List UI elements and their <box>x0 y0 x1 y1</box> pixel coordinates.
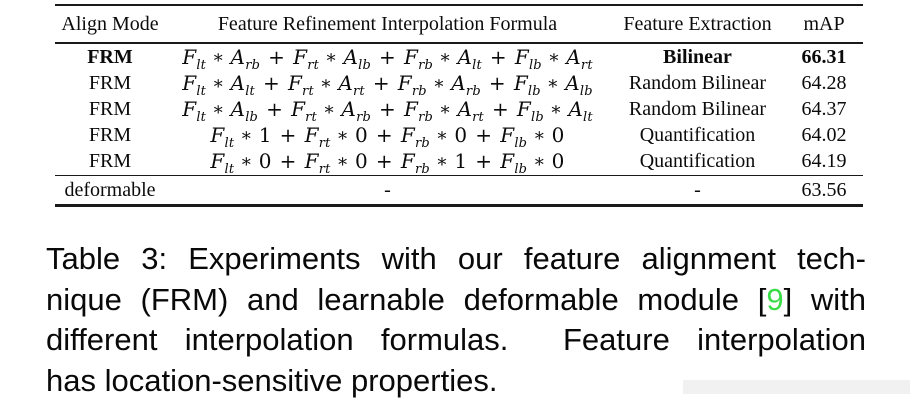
plus-operator: + <box>375 123 393 148</box>
interpolation-formula <box>182 70 593 99</box>
constant: 1 <box>258 123 272 148</box>
math-variable: $F_{lb}$ <box>513 70 541 99</box>
math-variable: $A_{lb}$ <box>230 96 259 125</box>
align-mode-cell: FRM <box>87 45 133 68</box>
plus-operator: + <box>379 96 396 121</box>
math-variable: $F_{rt}$ <box>291 96 317 125</box>
times-operator: ∗ <box>549 98 563 120</box>
math-variable: $F_{rb}$ <box>403 96 433 125</box>
align-mode-cell: FRM <box>88 97 132 120</box>
times-operator: ∗ <box>439 98 452 120</box>
align-mode-cell: deformable <box>64 178 156 201</box>
math-variable: $A_{rt}$ <box>566 44 593 73</box>
times-operator: ∗ <box>546 72 560 94</box>
math-variable: $A_{lb}$ <box>565 70 593 99</box>
formula-cell <box>165 149 610 178</box>
map-cell: 64.37 <box>801 97 847 120</box>
math-variable: $F_{lt}$ <box>182 44 207 73</box>
table-row <box>55 70 863 99</box>
results-table <box>55 4 863 207</box>
table-row <box>55 44 863 73</box>
times-operator: ∗ <box>212 72 225 94</box>
constant: 0 <box>551 149 565 174</box>
times-operator: ∗ <box>435 125 449 147</box>
constant: 0 <box>354 149 368 174</box>
table-bottom-rule <box>55 204 863 207</box>
math-variable: $F_{lb}$ <box>516 96 544 125</box>
table-caption <box>46 239 866 401</box>
math-variable: $F_{lt}$ <box>210 149 235 178</box>
table-row <box>55 96 863 125</box>
align-mode-cell: FRM <box>88 150 132 173</box>
times-operator: ∗ <box>336 125 349 147</box>
math-variable: $A_{rb}$ <box>341 96 372 125</box>
math-variable: $A_{lt}$ <box>230 70 255 99</box>
math-variable: $F_{lb}$ <box>500 149 528 178</box>
header-formula: Feature Refinement Interpolation Formula <box>217 12 558 35</box>
constant: 1 <box>454 149 468 174</box>
formula-cell <box>165 123 610 152</box>
math-variable: $F_{lb}$ <box>500 123 528 152</box>
math-variable: $F_{lt}$ <box>182 96 207 125</box>
plus-operator: + <box>372 70 390 95</box>
constant: 0 <box>454 123 468 148</box>
constant: 0 <box>354 123 368 148</box>
plus-operator: + <box>475 123 493 148</box>
times-operator: ∗ <box>432 72 446 94</box>
times-operator: ∗ <box>212 98 225 120</box>
times-operator: ∗ <box>325 46 338 68</box>
times-operator: ∗ <box>240 125 253 147</box>
plus-operator: + <box>475 149 493 174</box>
math-variable: $A_{rb}$ <box>230 44 261 73</box>
times-operator: ∗ <box>439 46 452 68</box>
table-row <box>55 149 863 178</box>
interpolation-formula <box>182 44 593 73</box>
header-feature-extraction: Feature Extraction <box>623 12 772 35</box>
formula-cell <box>165 96 610 125</box>
constant: 0 <box>551 123 565 148</box>
math-variable: $A_{lt}$ <box>457 44 482 73</box>
times-operator: ∗ <box>212 46 225 68</box>
math-variable: $A_{lt}$ <box>568 96 593 125</box>
math-variable: $F_{rb}$ <box>400 149 430 178</box>
plus-operator: + <box>263 70 280 95</box>
times-operator: ∗ <box>435 151 449 173</box>
times-operator: ∗ <box>319 72 333 94</box>
times-operator: ∗ <box>240 151 253 173</box>
constant: 0 <box>258 149 272 174</box>
times-operator: ∗ <box>322 98 336 120</box>
map-cell: 64.19 <box>801 150 847 173</box>
table-row-deformable <box>55 176 863 204</box>
table-body <box>55 44 863 178</box>
math-variable: $F_{rb}$ <box>403 44 433 73</box>
plus-operator: + <box>266 96 284 121</box>
map-cell: 64.02 <box>801 124 847 147</box>
plus-operator: + <box>375 149 393 174</box>
math-variable: $A_{rt}$ <box>338 70 365 99</box>
header-map: mAP <box>803 12 845 35</box>
plus-operator: + <box>268 44 286 69</box>
caption-line-3: different interpolation formulas. Feature interpolation <box>46 322 866 357</box>
caption-line-2-post: ] with <box>783 281 866 317</box>
math-variable: $A_{rt}$ <box>457 96 484 125</box>
align-mode-cell: FRM <box>88 71 132 94</box>
caption-line-1: Table 3: Experiments with our feature alignment tech- <box>46 241 866 276</box>
math-variable: $F_{rt}$ <box>304 149 331 178</box>
interpolation-formula <box>210 149 565 178</box>
interpolation-formula <box>210 123 565 152</box>
extraction-cell: Quantification <box>639 124 756 147</box>
map-cell: 64.28 <box>801 71 847 94</box>
interpolation-formula <box>182 96 593 125</box>
table-row <box>55 123 863 152</box>
table-header-row <box>55 6 863 42</box>
plus-operator: + <box>488 70 506 95</box>
math-variable: $F_{rb}$ <box>397 70 427 99</box>
math-variable: $F_{rt}$ <box>304 123 331 152</box>
extraction-cell: Random Bilinear <box>628 71 767 94</box>
map-cell: 66.31 <box>801 45 847 68</box>
math-variable: $F_{lt}$ <box>210 123 235 152</box>
math-variable: $A_{rb}$ <box>451 70 481 99</box>
caption-line-2 <box>46 280 866 321</box>
align-mode-cell: FRM <box>88 124 132 147</box>
caption-line-4: has location-sensitive properties. <box>46 362 498 398</box>
extraction-cell: Random Bilinear <box>628 97 767 120</box>
plus-operator: + <box>279 149 297 174</box>
math-variable: $F_{rt}$ <box>287 70 314 99</box>
times-operator: ∗ <box>336 151 349 173</box>
citation-9[interactable]: 9 <box>766 281 784 317</box>
caption-line-2-pre: nique (FRM) and learnable deformable module [ <box>46 281 767 317</box>
plus-operator: + <box>279 123 297 148</box>
math-variable: $A_{lb}$ <box>343 44 372 73</box>
math-variable: $F_{rt}$ <box>293 44 320 73</box>
math-variable: $F_{lt}$ <box>182 70 207 99</box>
math-variable: $F_{rb}$ <box>400 123 430 152</box>
times-operator: ∗ <box>533 151 546 173</box>
highlight-artifact <box>683 380 910 394</box>
times-operator: ∗ <box>533 125 546 147</box>
extraction-cell: Quantification <box>639 150 756 173</box>
formula-cell <box>165 70 610 99</box>
plus-operator: + <box>489 44 507 69</box>
plus-operator: + <box>491 96 509 121</box>
map-cell: 63.56 <box>801 178 847 201</box>
formula-cell: - <box>384 178 391 201</box>
times-operator: ∗ <box>547 46 561 68</box>
formula-cell <box>165 44 610 73</box>
extraction-cell: - <box>694 178 701 201</box>
header-align-mode: Align Mode <box>61 12 159 35</box>
plus-operator: + <box>379 44 396 69</box>
extraction-cell: Bilinear <box>663 45 732 68</box>
math-variable: $F_{lb}$ <box>514 44 542 73</box>
